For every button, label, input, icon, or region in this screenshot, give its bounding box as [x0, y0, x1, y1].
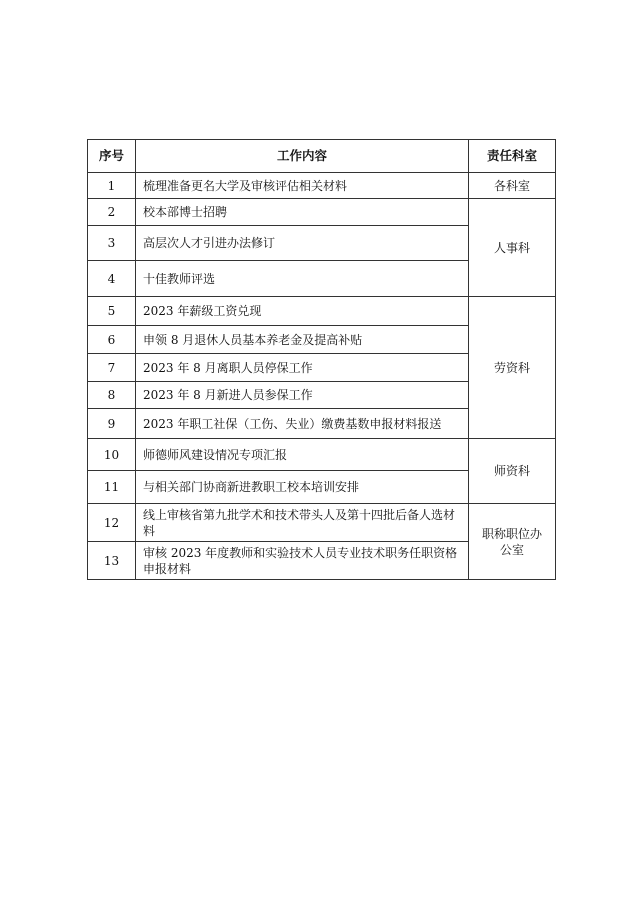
- table-row: [88, 504, 556, 542]
- row-task: 申领 8 月退休人员基本养老金及提高补贴: [136, 326, 469, 354]
- row-number: 4: [88, 261, 136, 297]
- row-dept: 职称职位办公室: [469, 504, 556, 580]
- row-number: 6: [88, 326, 136, 354]
- row-number: 3: [88, 226, 136, 261]
- header-num: 序号: [88, 140, 136, 173]
- row-number: 12: [88, 504, 136, 542]
- row-dept: 各科室: [469, 173, 556, 199]
- row-task: 校本部博士招聘: [136, 199, 469, 226]
- row-number: 10: [88, 439, 136, 471]
- row-number: 5: [88, 297, 136, 326]
- row-number: 8: [88, 382, 136, 409]
- row-dept: 师资科: [469, 439, 556, 504]
- row-number: 2: [88, 199, 136, 226]
- row-number: 9: [88, 409, 136, 439]
- table-row: [88, 173, 556, 199]
- row-number: 11: [88, 471, 136, 504]
- row-task: 2023 年 8 月新进人员参保工作: [136, 382, 469, 409]
- row-task: 2023 年薪级工资兑现: [136, 297, 469, 326]
- row-task: 十佳教师评选: [136, 261, 469, 297]
- row-task: 与相关部门协商新进教职工校本培训安排: [136, 471, 469, 504]
- work-task-table: [87, 139, 556, 580]
- row-task: 梳理准备更名大学及审核评估相关材料: [136, 173, 469, 199]
- table-row: [88, 439, 556, 471]
- header-dept: 责任科室: [469, 140, 556, 173]
- row-task: 2023 年 8 月离职人员停保工作: [136, 354, 469, 382]
- row-dept: 人事科: [469, 199, 556, 297]
- row-task: 线上审核省第九批学术和技术带头人及第十四批后备人选材料: [136, 504, 469, 542]
- row-task: 2023 年职工社保（工伤、失业）缴费基数申报材料报送: [136, 409, 469, 439]
- row-dept: 劳资科: [469, 297, 556, 439]
- header-task: 工作内容: [136, 140, 469, 173]
- row-task: 师德师风建设情况专项汇报: [136, 439, 469, 471]
- row-task: 审核 2023 年度教师和实验技术人员专业技术职务任职资格申报材料: [136, 542, 469, 580]
- row-number: 7: [88, 354, 136, 382]
- table-row: [88, 297, 556, 326]
- row-number: 13: [88, 542, 136, 580]
- table-header-row: [88, 140, 556, 173]
- row-task: 高层次人才引进办法修订: [136, 226, 469, 261]
- row-number: 1: [88, 173, 136, 199]
- table-row: [88, 199, 556, 226]
